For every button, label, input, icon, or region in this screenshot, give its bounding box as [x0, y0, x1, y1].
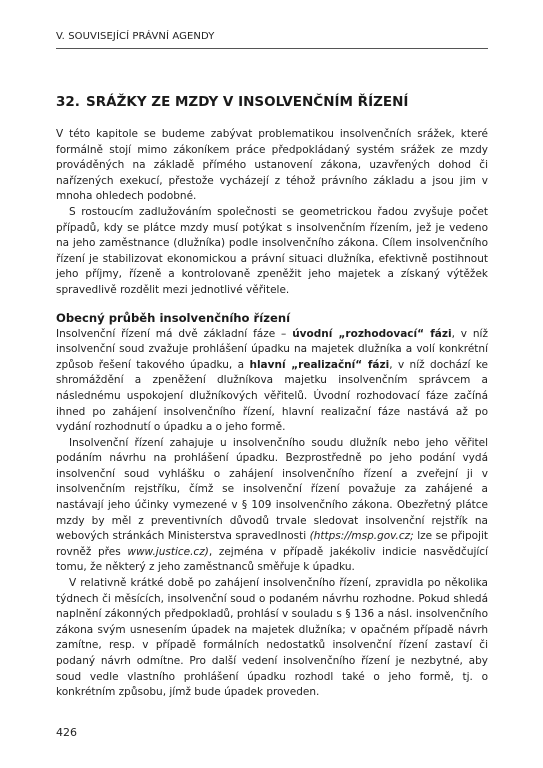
section-p2-link-justice: www.justice.cz): [127, 545, 209, 558]
section-paragraph-3: V relativně krátké době po zahájení insolvenčního řízení, zpravidla po několika týdnech či měsících, insolvenční soud o podaném návrhu rozhodne. Pokud shledá naplnění zákonných předpokladů, prohlásí v souladu s § 136 a násl. insolvenčního zákona svým usnesením úpadek na majetek dlužníka; v opačném případě návrh zamítne, resp. v případě formálních nedostatků insolvenční řízení zastaví či podaný návrh odmítne. Pro další vedení insolvenčního řízení je nezbytné, aby soud vedle vlastního prohlášení úpadku rozhodl také o jeho formě, tj. o konkrétním způsobu, jímž bude úpadek proveden.: [56, 577, 488, 699]
section-paragraph-2: [56, 436, 488, 576]
section-heading: Obecný průběh insolvenčního řízení: [56, 310, 291, 325]
chapter-title-text: SRÁŽKY ZE MZDY V INSOLVENČNÍM ŘÍZENÍ: [86, 94, 409, 110]
chapter-title: [56, 94, 488, 110]
body-text: [56, 127, 488, 701]
section-p2-text-1: Insolvenční řízení zahajuje u insolvenčního soudu dlužník nebo jeho věřitel podáním návrhu na prohlášení úpadku. Bezprostředně po jeho podání vydá insolvenční soud vyhlášku o zahájení insolvenčního řízení a zveřejní ji v insolvenčním rejstříku, čímž se insolvenční řízení považuje za zahájené a nastávají jeho účinky vymezené v § 109 insolvenčního zákona. Obezřetný plátce mzdy by měl z preventivních důvodů trvale sledovat insolvenční rejstřík na webových stránkách Ministerstva spravedlnosti: [56, 436, 488, 543]
intro-paragraph-1: V této kapitole se budeme zabývat problematikou insolvenčních srážek, které formálně stojí mimo zákoníkem práce předpokládaný systém srážek ze mzdy prováděných na základě přímého ustanovení zákona, uzavřených dohod či nařízených exekucí, přestože vycházejí z téhož právního základu a jsou jim v mnoha ohledech podobné.: [56, 128, 488, 203]
section-p2-link-msp: (https://msp.gov.cz;: [309, 530, 414, 543]
chapter-number: 32.: [56, 94, 80, 110]
section-p1-text-2: , v níž insolvenční soud zvažuje prohlášení úpadku na majetek dlužníka a volí konkrétní způsob řešení takového úpadku, a: [56, 327, 488, 371]
header-rule: [56, 48, 488, 49]
section-p1-text-1: Insolvenční řízení má dvě základní fáze –: [56, 327, 293, 340]
page-number: 426: [56, 726, 77, 739]
section-p1-text-3: , v níž dochází ke shromáždění a zpeněžení dlužníkova majetku insolvenčním správcem a následnému uspokojení dlužníkových věřitelů. Úvodní rozhodovací fáze začíná ihned po zahájení insolvenčního řízení, hlavní realizační fáze nastává až po vydání rozhodnutí o úpadku a o jeho formě.: [56, 358, 488, 434]
section-p2-text-2: lze se připojit rovněž přes: [56, 530, 488, 558]
section-p2-text-3: , zejména v případě jakékoliv indicie nasvědčující tomu, že některý z jeho zaměstnanců směřuje k úpadku.: [56, 545, 488, 574]
intro-paragraph-2: S rostoucím zadlužováním společnosti se geometrickou řadou zvyšuje počet případů, kdy se plátce mzdy musí potýkat s insolvenčním řízením, jež je vedeno na jeho zaměstnance (dlužníka) podle insolvenčního zákona. Cílem insolvenčního řízení je stabilizovat ekonomickou a právní situaci dlužníka, efektivně postihnout jeho příjmy, řízeně a kontrolovaně zpeněžit jeho majetek a získaný výtěžek spravedlivě rozdělit mezi jednotlivé věřitele.: [56, 205, 488, 296]
running-head: V. SOUVISEJÍCÍ PRÁVNÍ AGENDY: [56, 31, 215, 42]
section-p1-bold-2: hlavní „realizační“ fázi: [249, 358, 390, 371]
section-paragraph-1: [56, 327, 488, 436]
section-p1-bold-1: úvodní „rozhodovací“ fázi: [292, 327, 452, 340]
